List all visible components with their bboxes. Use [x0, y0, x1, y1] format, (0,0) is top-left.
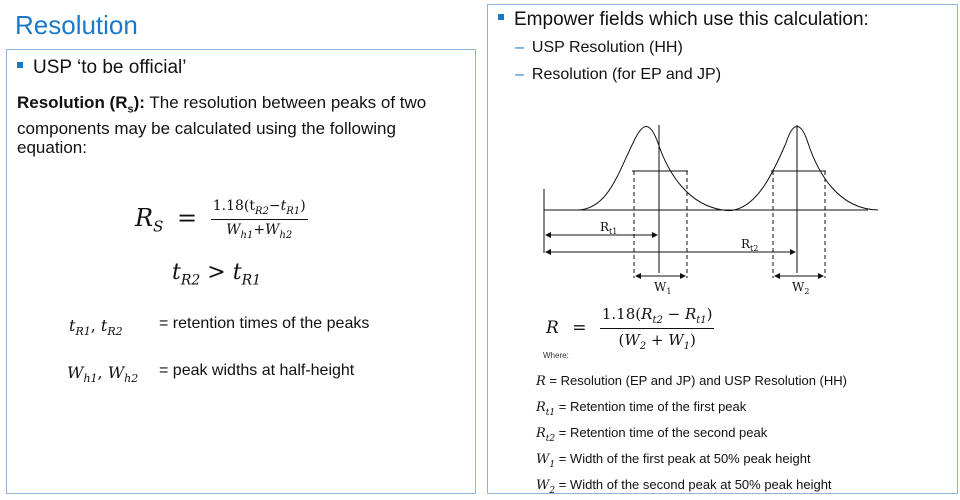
legend-rt2: $R_{t2}$ = Retention time of the second peak: [536, 425, 768, 444]
equation-fraction: $\frac{1.18(t_{R2}-t_{R1})}{W_{h1}+W_{h2}}$: [212, 198, 306, 241]
ep-jp-equation-fraction: $\frac{1.18(R_{t2} - R_{t1})}{(W_2 + W_1)}$: [601, 305, 713, 352]
usp-bullet-text: USP ‘to be official’: [33, 57, 187, 78]
chromatogram-diagram: [538, 113, 918, 298]
empower-field-resolution-ep-jp: – Resolution (for EP and JP): [515, 66, 722, 83]
legend-r: R = Resolution (EP and JP) and USP Resolution (HH): [536, 373, 847, 389]
definition-term: Resolution $(R_s)$:: [17, 93, 145, 116]
definition-text: The resolution between peaks of two components may be calculated using the following equation:: [17, 93, 427, 158]
legend-w2: $W_2$ = Width of the second peak at 50% peak height: [536, 477, 832, 496]
where-label: Where:: [543, 351, 569, 360]
legend-rt1: $R_{t1}$ = Retention time of the first peak: [536, 399, 747, 418]
legend-w1: $W_1$ = Width of the first peak at 50% peak height: [536, 451, 811, 470]
usp-bullet: [17, 57, 187, 79]
peak-1-curve: [578, 127, 734, 211]
bullet-square-icon: [498, 14, 504, 20]
bullet-square-icon: [17, 62, 23, 68]
slide-title: Resolution: [15, 10, 138, 40]
empower-field-usp-resolution: – USP Resolution (HH): [515, 39, 683, 56]
peak-width-symbols: $W_{h1}$, $W_{h2}$: [67, 363, 139, 386]
usp-resolution-equation: $R_S$ = $\frac{1.18(t_{R2}-t_{R1})}{W_{h1}+W_{h2}}$: [135, 198, 306, 241]
retention-order-condition: $t_{R2} > t_{R1}$: [172, 260, 262, 289]
w1-label: $W_1$: [654, 280, 672, 296]
retention-time-definition: = retention times of the peaks: [159, 315, 370, 332]
w2-label: $W_2$: [792, 280, 810, 296]
peak-width-definition: = peak widths at half-height: [159, 362, 355, 379]
definition-paragraph: [17, 93, 467, 157]
rt2-label: $R_{t2}$: [741, 237, 759, 253]
empower-bullet-text: Empower fields which use this calculation:: [514, 9, 869, 30]
ep-jp-resolution-equation: R = $\frac{1.18(R_{t2} - R_{t1})}{(W_2 + W_1)}$: [546, 305, 713, 352]
retention-time-symbols: $t_{R1}$, $t_{R2}$: [69, 316, 123, 339]
peak-2-curve: [734, 127, 878, 211]
empower-bullet: [498, 9, 869, 31]
right-panel: [487, 4, 958, 494]
rt1-label: $R_{t1}$: [600, 220, 618, 236]
left-panel: [6, 49, 476, 494]
